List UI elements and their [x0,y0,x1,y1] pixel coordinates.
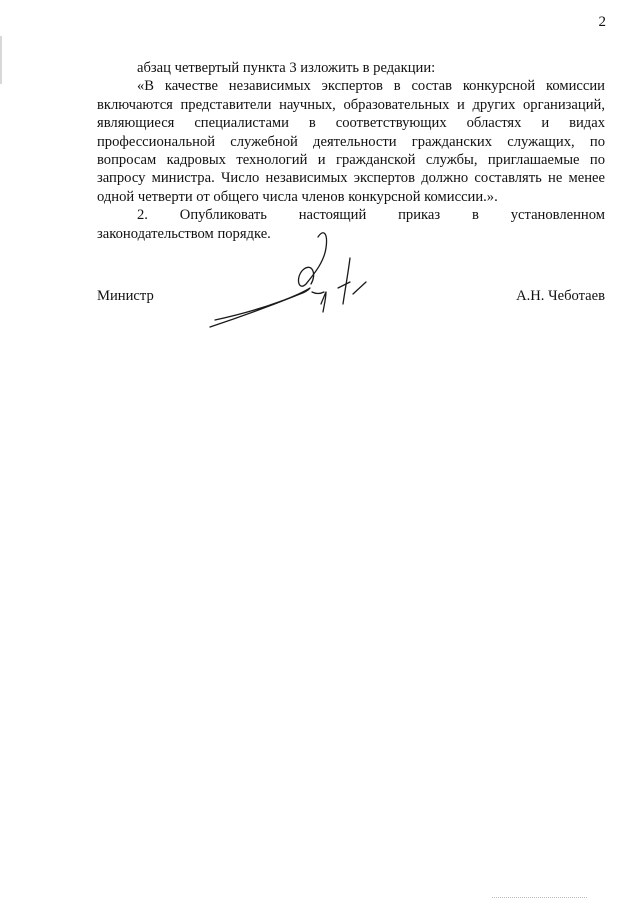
handwritten-signature [200,222,380,337]
quote-line-6: запросу министра. Число независимых экспертов должно составлять не менее [97,170,605,187]
quote-line-4: профессиональной служебной деятельности гражданских служащих, по [97,133,605,150]
signatory-name: А.Н. Чеботаев [516,288,605,304]
quote-line-7: одной четверти от общего числа членов конкурсной комиссии.». [97,188,498,205]
signatory-title: Министр [97,288,154,304]
quote-line-3: являющиеся специалистами в соответствующих областях и видах [97,115,605,132]
page-number: 2 [598,14,606,30]
scan-edge-mark [0,36,2,84]
item-2-line-2: законодательством порядке. [97,225,271,242]
item-2-line-1: 2. Опубликовать настоящий приказ в установленном [137,207,605,224]
intro-paragraph: абзац четвертый пункта 3 изложить в редакции: [137,60,436,76]
quote-line-2: включаются представители научных, образовательных и других организаций, [97,96,605,113]
signature-stroke-loop [298,233,326,286]
quoted-paragraph [97,77,605,206]
document-body [97,59,605,243]
quote-line-5: вопросам кадровых технологий и гражданской службы, приглашаемые по [97,152,605,169]
signature-block [97,288,605,312]
footer-scan-mark [492,897,587,899]
quote-line-1: «В качестве независимых экспертов в состав конкурсной комиссии [137,78,605,95]
